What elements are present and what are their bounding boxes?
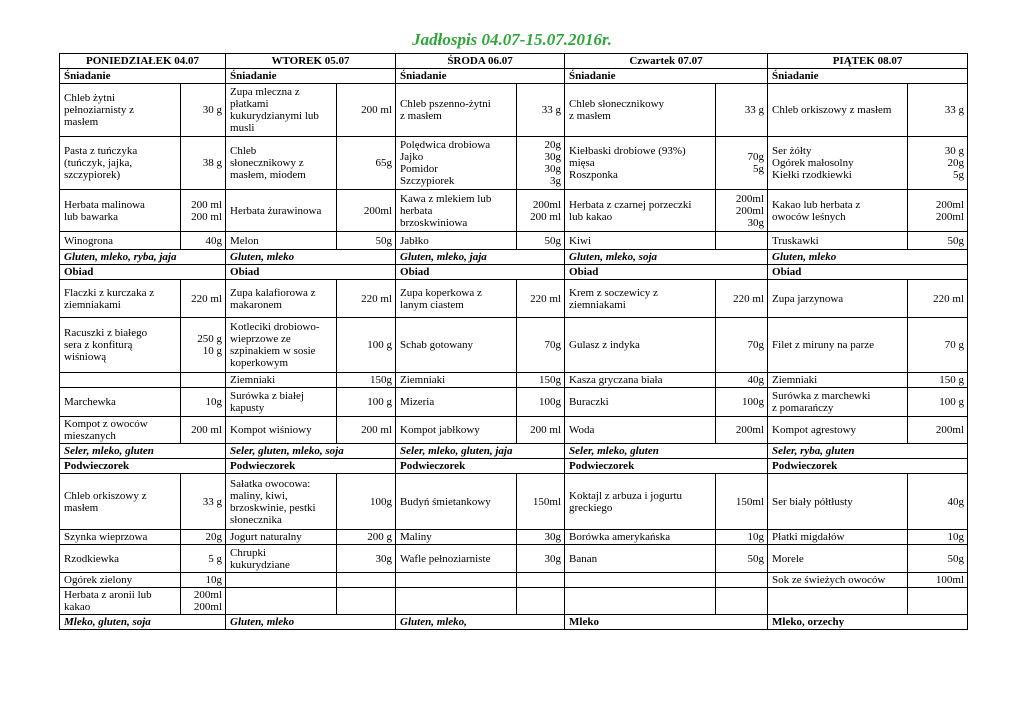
dish-name: Gulasz z indyka	[565, 318, 716, 373]
section-breakfast: Śniadanie	[396, 69, 565, 84]
dish-name: Chleb żytni pełnoziarnisty z masłem	[60, 84, 181, 137]
dish-quantity: 30g	[337, 545, 396, 573]
dish-name: Flaczki z kurczaka z ziemniakami	[60, 280, 181, 318]
dish-quantity: 200ml 200 ml	[517, 190, 565, 232]
dish-quantity: 38 g	[181, 137, 226, 190]
dish-name: Zupa jarzynowa	[768, 280, 908, 318]
dish-quantity: 10g	[716, 530, 768, 545]
dish-quantity: 200 ml	[517, 417, 565, 444]
dish-quantity: 70 g	[908, 318, 968, 373]
dish-name: Sok ze świeżych owoców	[768, 573, 908, 588]
section-breakfast-row	[60, 69, 968, 84]
dish-quantity: 50g	[517, 232, 565, 250]
dish-name: Kasza gryczana biała	[565, 373, 716, 388]
section-lunch: Obiad	[396, 265, 565, 280]
allergens-lunch: Seler, gluten, mleko, soja	[226, 444, 396, 459]
allergens-breakfast: Gluten, mleko, soja	[565, 250, 768, 265]
menu-table	[59, 53, 968, 630]
dish-name: Ser biały półtłusty	[768, 474, 908, 530]
dish-name	[396, 588, 517, 615]
allergens-lunch: Seler, mleko, gluten, jaja	[396, 444, 565, 459]
dish-quantity: 200 ml	[337, 417, 396, 444]
dish-name	[226, 588, 337, 615]
dish-name: Jogurt naturalny	[226, 530, 337, 545]
dish-quantity: 100 g	[908, 388, 968, 417]
allergens-snack-row	[60, 615, 968, 630]
dish-quantity: 50g	[908, 232, 968, 250]
dish-quantity	[337, 588, 396, 615]
dish-quantity	[181, 373, 226, 388]
section-breakfast: Śniadanie	[768, 69, 968, 84]
meal-row	[60, 318, 968, 373]
dish-quantity: 33 g	[908, 84, 968, 137]
dish-quantity: 30g	[517, 530, 565, 545]
dish-name: Maliny	[396, 530, 517, 545]
dish-name: Kompot z owoców mieszanych	[60, 417, 181, 444]
allergens-lunch: Seler, mleko, gluten	[60, 444, 226, 459]
meal-row	[60, 573, 968, 588]
dish-quantity: 100g	[716, 388, 768, 417]
section-lunch: Obiad	[60, 265, 226, 280]
dish-quantity	[337, 573, 396, 588]
section-snack: Podwieczorek	[226, 459, 396, 474]
allergens-snack: Mleko, gluten, soja	[60, 615, 226, 630]
dish-quantity: 200ml	[716, 417, 768, 444]
dish-name: Zupa mleczna z płatkami kukurydzianymi lub musli	[226, 84, 337, 137]
meal-row	[60, 137, 968, 190]
dish-name: Chleb orkiszowy z masłem	[768, 84, 908, 137]
dish-name: Kawa z mlekiem lub herbata brzoskwiniowa	[396, 190, 517, 232]
dish-name	[226, 573, 337, 588]
dish-name: Winogrona	[60, 232, 181, 250]
meal-row	[60, 388, 968, 417]
dish-quantity: 100 g	[337, 388, 396, 417]
dish-name: Melon	[226, 232, 337, 250]
dish-name	[768, 588, 908, 615]
dish-name: Ziemniaki	[396, 373, 517, 388]
section-breakfast: Śniadanie	[565, 69, 768, 84]
dish-quantity: 33 g	[517, 84, 565, 137]
dish-name: Krem z soczewicy z ziemniakami	[565, 280, 716, 318]
dish-name	[565, 588, 716, 615]
dish-name: Zupa koperkowa z lanym ciastem	[396, 280, 517, 318]
dish-name: Rzodkiewka	[60, 545, 181, 573]
dish-quantity: 200 ml	[181, 417, 226, 444]
day-header: ŚRODA 06.07	[396, 54, 565, 69]
dish-name: Morele	[768, 545, 908, 573]
meal-row	[60, 588, 968, 615]
dish-name: Chrupki kukurydziane	[226, 545, 337, 573]
dish-name: Kiwi	[565, 232, 716, 250]
dish-name: Surówka z marchewki z pomarańczy	[768, 388, 908, 417]
meal-row	[60, 190, 968, 232]
dish-name: Ziemniaki	[226, 373, 337, 388]
dish-quantity: 10g	[181, 573, 226, 588]
allergens-breakfast: Gluten, mleko, ryba, jaja	[60, 250, 226, 265]
dish-quantity: 30g	[517, 545, 565, 573]
section-lunch: Obiad	[226, 265, 396, 280]
dish-name: Chleb pszenno-żytni z masłem	[396, 84, 517, 137]
dish-quantity: 40g	[716, 373, 768, 388]
dish-quantity: 70g	[517, 318, 565, 373]
meal-row	[60, 232, 968, 250]
dish-quantity: 200ml 200ml	[908, 190, 968, 232]
dish-name: Marchewka	[60, 388, 181, 417]
allergens-lunch-row	[60, 444, 968, 459]
dish-quantity: 150g	[517, 373, 565, 388]
dish-quantity: 200ml 200ml	[181, 588, 226, 615]
section-breakfast: Śniadanie	[226, 69, 396, 84]
dish-quantity: 150ml	[716, 474, 768, 530]
dish-quantity: 100g	[517, 388, 565, 417]
dish-quantity	[716, 573, 768, 588]
meal-row	[60, 84, 968, 137]
dish-name	[565, 573, 716, 588]
day-header: PONIEDZIAŁEK 04.07	[60, 54, 226, 69]
dish-quantity: 5 g	[181, 545, 226, 573]
dish-quantity	[908, 588, 968, 615]
allergens-snack: Gluten, mleko	[226, 615, 396, 630]
meal-row	[60, 373, 968, 388]
dish-quantity: 20g 30g 30g 3g	[517, 137, 565, 190]
dish-quantity: 200 ml 200 ml	[181, 190, 226, 232]
dish-name: Kompot jabłkowy	[396, 417, 517, 444]
dish-name: Jabłko	[396, 232, 517, 250]
dish-quantity: 20g	[181, 530, 226, 545]
dish-name: Buraczki	[565, 388, 716, 417]
dish-name	[60, 373, 181, 388]
dish-quantity	[716, 588, 768, 615]
dish-name: Chleb słonecznikowy z masłem, miodem	[226, 137, 337, 190]
dish-quantity: 33 g	[181, 474, 226, 530]
allergens-snack: Gluten, mleko,	[396, 615, 565, 630]
dish-quantity: 30 g 20g 5g	[908, 137, 968, 190]
section-breakfast: Śniadanie	[60, 69, 226, 84]
dish-quantity: 10g	[908, 530, 968, 545]
dish-name: Filet z miruny na parze	[768, 318, 908, 373]
day-header-row	[60, 54, 968, 69]
dish-quantity: 220 ml	[517, 280, 565, 318]
allergens-breakfast-row	[60, 250, 968, 265]
allergens-lunch: Seler, mleko, gluten	[565, 444, 768, 459]
dish-name: Mizeria	[396, 388, 517, 417]
dish-quantity: 70g	[716, 318, 768, 373]
day-header: WTOREK 05.07	[226, 54, 396, 69]
dish-quantity: 50g	[908, 545, 968, 573]
dish-name: Herbata malinowa lub bawarka	[60, 190, 181, 232]
allergens-breakfast: Gluten, mleko	[768, 250, 968, 265]
dish-quantity: 150g	[337, 373, 396, 388]
section-lunch: Obiad	[768, 265, 968, 280]
dish-quantity: 10g	[181, 388, 226, 417]
dish-name: Kompot wiśniowy	[226, 417, 337, 444]
dish-quantity: 200ml	[908, 417, 968, 444]
allergens-breakfast: Gluten, mleko	[226, 250, 396, 265]
dish-quantity: 250 g 10 g	[181, 318, 226, 373]
dish-quantity: 200 ml	[337, 84, 396, 137]
dish-name: Ser żółty Ogórek małosolny Kiełki rzodkiewki	[768, 137, 908, 190]
dish-quantity	[517, 588, 565, 615]
dish-quantity: 100g	[337, 474, 396, 530]
dish-name	[396, 573, 517, 588]
dish-name: Budyń śmietankowy	[396, 474, 517, 530]
section-snack: Podwieczorek	[396, 459, 565, 474]
dish-quantity: 220 ml	[337, 280, 396, 318]
section-lunch-row	[60, 265, 968, 280]
allergens-breakfast: Gluten, mleko, jaja	[396, 250, 565, 265]
dish-name: Woda	[565, 417, 716, 444]
dish-name: Kiełbaski drobiowe (93%) mięsa Roszponka	[565, 137, 716, 190]
dish-name: Zupa kalafiorowa z makaronem	[226, 280, 337, 318]
dish-name: Herbata z aronii lub kakao	[60, 588, 181, 615]
day-header: PIĄTEK 08.07	[768, 54, 968, 69]
allergens-lunch: Seler, ryba, gluten	[768, 444, 968, 459]
meal-row	[60, 474, 968, 530]
section-snack: Podwieczorek	[768, 459, 968, 474]
section-snack-row	[60, 459, 968, 474]
section-snack: Podwieczorek	[60, 459, 226, 474]
dish-quantity: 220 ml	[716, 280, 768, 318]
dish-name: Polędwica drobiowa Jajko Pomidor Szczypiorek	[396, 137, 517, 190]
dish-quantity: 220 ml	[908, 280, 968, 318]
dish-name: Schab gotowany	[396, 318, 517, 373]
dish-name: Borówka amerykańska	[565, 530, 716, 545]
dish-quantity: 70g 5g	[716, 137, 768, 190]
dish-quantity: 50g	[337, 232, 396, 250]
dish-quantity: 65g	[337, 137, 396, 190]
dish-name: Kakao lub herbata z owoców leśnych	[768, 190, 908, 232]
dish-name: Ziemniaki	[768, 373, 908, 388]
dish-name: Ogórek zielony	[60, 573, 181, 588]
dish-name: Herbata z czarnej porzeczki lub kakao	[565, 190, 716, 232]
day-header: Czwartek 07.07	[565, 54, 768, 69]
dish-name: Koktajl z arbuza i jogurtu greckiego	[565, 474, 716, 530]
dish-quantity: 40g	[908, 474, 968, 530]
allergens-snack: Mleko, orzechy	[768, 615, 968, 630]
section-snack: Podwieczorek	[565, 459, 768, 474]
dish-quantity: 40g	[181, 232, 226, 250]
dish-quantity: 220 ml	[181, 280, 226, 318]
meal-row	[60, 545, 968, 573]
meal-row	[60, 280, 968, 318]
dish-name: Chleb orkiszowy z masłem	[60, 474, 181, 530]
section-lunch: Obiad	[565, 265, 768, 280]
dish-name: Kompot agrestowy	[768, 417, 908, 444]
dish-name: Racuszki z białego sera z konfiturą wiśniową	[60, 318, 181, 373]
dish-name: Kotleciki drobiowo- wieprzowe ze szpinakiem w sosie koperkowym	[226, 318, 337, 373]
dish-name: Banan	[565, 545, 716, 573]
dish-name: Wafle pełnoziarniste	[396, 545, 517, 573]
dish-quantity: 200 g	[337, 530, 396, 545]
dish-quantity: 200ml	[337, 190, 396, 232]
menu-title: Jadłospis 04.07-15.07.2016r.	[412, 30, 612, 49]
dish-quantity: 200ml 200ml 30g	[716, 190, 768, 232]
dish-name: Herbata żurawinowa	[226, 190, 337, 232]
dish-quantity: 150ml	[517, 474, 565, 530]
dish-quantity: 33 g	[716, 84, 768, 137]
dish-quantity: 100ml	[908, 573, 968, 588]
dish-name: Chleb słonecznikowy z masłem	[565, 84, 716, 137]
meal-row	[60, 417, 968, 444]
dish-name: Surówka z białej kapusty	[226, 388, 337, 417]
dish-quantity: 150 g	[908, 373, 968, 388]
meal-row	[60, 530, 968, 545]
allergens-snack: Mleko	[565, 615, 768, 630]
dish-name: Sałatka owocowa: maliny, kiwi, brzoskwinie, pestki słonecznika	[226, 474, 337, 530]
dish-name: Szynka wieprzowa	[60, 530, 181, 545]
dish-name: Płatki migdałów	[768, 530, 908, 545]
dish-quantity	[716, 232, 768, 250]
dish-name: Pasta z tuńczyka (tuńczyk, jajka, szczypiorek)	[60, 137, 181, 190]
dish-quantity: 30 g	[181, 84, 226, 137]
dish-quantity: 100 g	[337, 318, 396, 373]
dish-quantity	[517, 573, 565, 588]
dish-name: Truskawki	[768, 232, 908, 250]
dish-quantity: 50g	[716, 545, 768, 573]
